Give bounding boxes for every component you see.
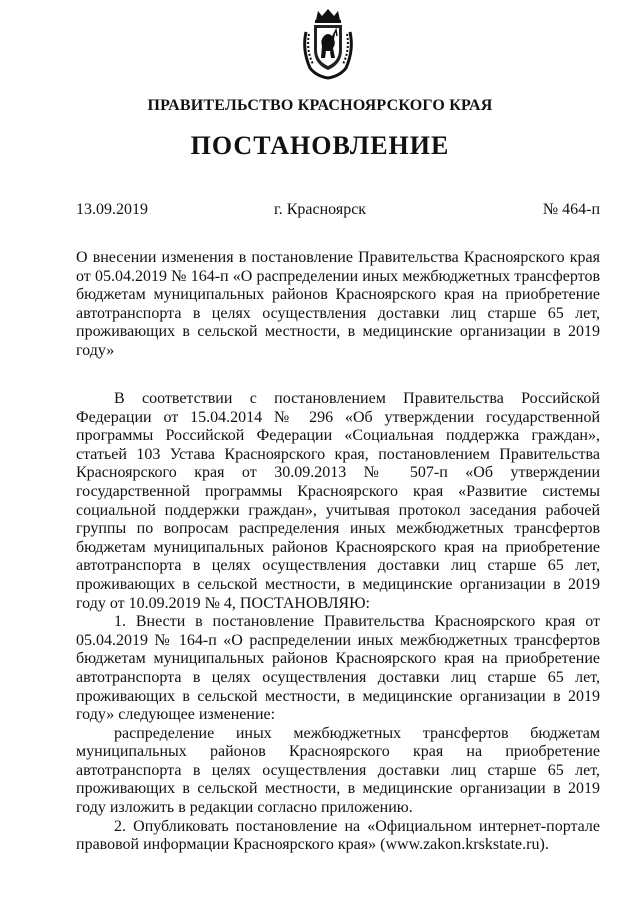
preamble-paragraph: В соответствии с постановлением Правительства Российской Федерации от 15.04.2014 № 296 «Об утверждении государственной программы Российской Федерации «Социальная поддержка граждан», статьей 103 Устава Красноярского края, постановлением Правительства Красноярского края от 30.09.2013 № 507-п «Об утверждении государственной программы Красноярского края «Развитие системы социальной поддержки граждан», учитывая протокол заседания рабочей группы по вопросам распределения иных межбюджетных трансфертов бюджетам муниципальных районов Красноярского края на приобретение автотранспорта в целях осуществления доставки лиц старше 65 лет, проживающих в сельской местности, в медицинские организации в 2019 году от 10.09.2019 № 4, ПОСТАНОВЛЯЮ: bbox=[76, 390, 600, 612]
item-1-paragraph: 1. Внести в постановление Правительства Красноярского края от 05.04.2019 № 164-п «О распределении иных межбюджетных трансфертов бюджетам муниципальных районов Красноярского края на приобретение автотранспорта в целях осуществления доставки лиц старше 65 лет, проживающих в сельской местности, в медицинские организации в 2019 году» следующее изменение: bbox=[76, 613, 600, 724]
document-city: г. Красноярск bbox=[273, 201, 367, 218]
document-body bbox=[76, 390, 600, 855]
document-subject: О внесении изменения в постановление Правительства Красноярского края от 05.04.2019 № 164-п «О распределении иных межбюджетных трансфертов бюджетам муниципальных районов Красноярского края на приобретение автотранспорта в целях осуществления доставки лиц старше 65 лет, проживающих в сельской местности, в медицинские организации в 2019 году» bbox=[76, 249, 600, 359]
document-number: № 464-п bbox=[542, 201, 600, 218]
krasnoyarsk-coat-of-arms-icon bbox=[300, 6, 356, 80]
document-date: 13.09.2019 bbox=[76, 201, 148, 218]
item-2-paragraph: 2. Опубликовать постановление на «Официальном интернет-портале правовой информации Красноярского края» (www.zakon.krskstate.ru). bbox=[76, 817, 600, 854]
document-type-title: ПОСТАНОВЛЕНИЕ bbox=[190, 131, 450, 160]
government-name: ПРАВИТЕЛЬСТВО КРАСНОЯРСКОГО КРАЯ bbox=[147, 97, 493, 114]
item-1-change-paragraph: распределение иных межбюджетных трансфертов бюджетам муниципальных районов Красноярского края на приобретение автотранспорта в целях осуществления доставки лиц старше 65 лет, проживающих в сельской местности, в медицинские организации в 2019 году изложить в редакции согласно приложению. bbox=[76, 724, 600, 817]
